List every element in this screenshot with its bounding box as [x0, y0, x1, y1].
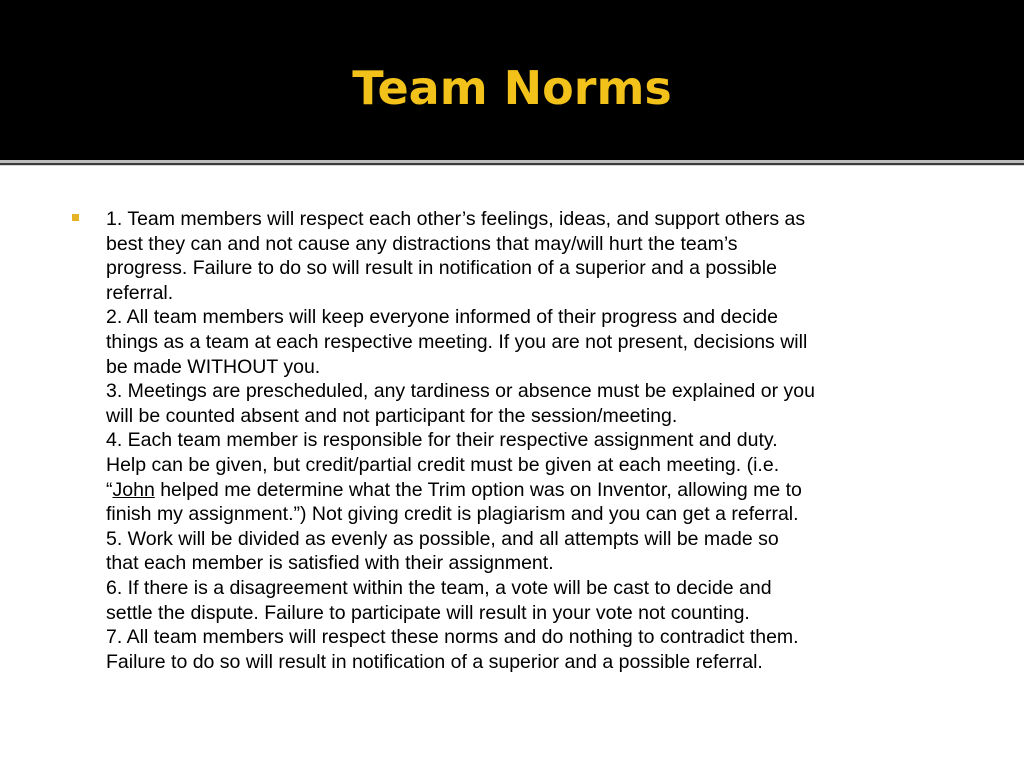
underlined-name: John	[112, 478, 155, 501]
body-line: Failure to do so will result in notification of a superior and a possible referral.	[106, 650, 763, 673]
slide-title: Team Norms	[352, 61, 672, 115]
body-line: finish my assignment.”) Not giving credit is plagiarism and you can get a referral.	[106, 503, 799, 526]
body-line: be made WITHOUT you.	[106, 355, 321, 378]
body-line: things as a team at each respective meeting. If you are not present, decisions will	[106, 330, 808, 353]
body-line: that each member is satisfied with their assignment.	[106, 552, 554, 575]
body-line: 1. Team members will respect each other’s feelings, ideas, and support others as	[106, 208, 806, 230]
body-line: best they can and not cause any distractions that may/will hurt the team’s	[106, 232, 738, 255]
bullet-text	[106, 207, 976, 674]
body-line: 5. Work will be divided as evenly as possible, and all attempts will be made so	[106, 527, 779, 550]
body-line: settle the dispute. Failure to participate will result in your vote not counting.	[106, 601, 750, 624]
line-rest: helped me determine what the Trim option was on Inventor, allowing me to	[154, 478, 802, 501]
body-line: 3. Meetings are prescheduled, any tardiness or absence must be explained or you	[106, 380, 815, 403]
body-line: referral.	[106, 281, 174, 304]
title-divider-highlight	[0, 165, 1024, 166]
body-line	[106, 478, 976, 503]
body-line: 7. All team members will respect these norms and do nothing to contradict them.	[106, 626, 799, 649]
quote-open: “	[106, 478, 113, 501]
body-line: 2. All team members will keep everyone informed of their progress and decide	[106, 306, 778, 329]
title-bar	[0, 0, 1024, 160]
square-bullet-icon	[72, 214, 79, 221]
body-line: 4. Each team member is responsible for their respective assignment and duty.	[106, 429, 778, 452]
body-line: Help can be given, but credit/partial credit must be given at each meeting. (i.e.	[106, 453, 780, 476]
body-line: 6. If there is a disagreement within the team, a vote will be cast to decide and	[106, 576, 772, 599]
body-line: progress. Failure to do so will result in notification of a superior and a possible	[106, 257, 777, 280]
body-line: will be counted absent and not participant for the session/meeting.	[106, 404, 678, 427]
